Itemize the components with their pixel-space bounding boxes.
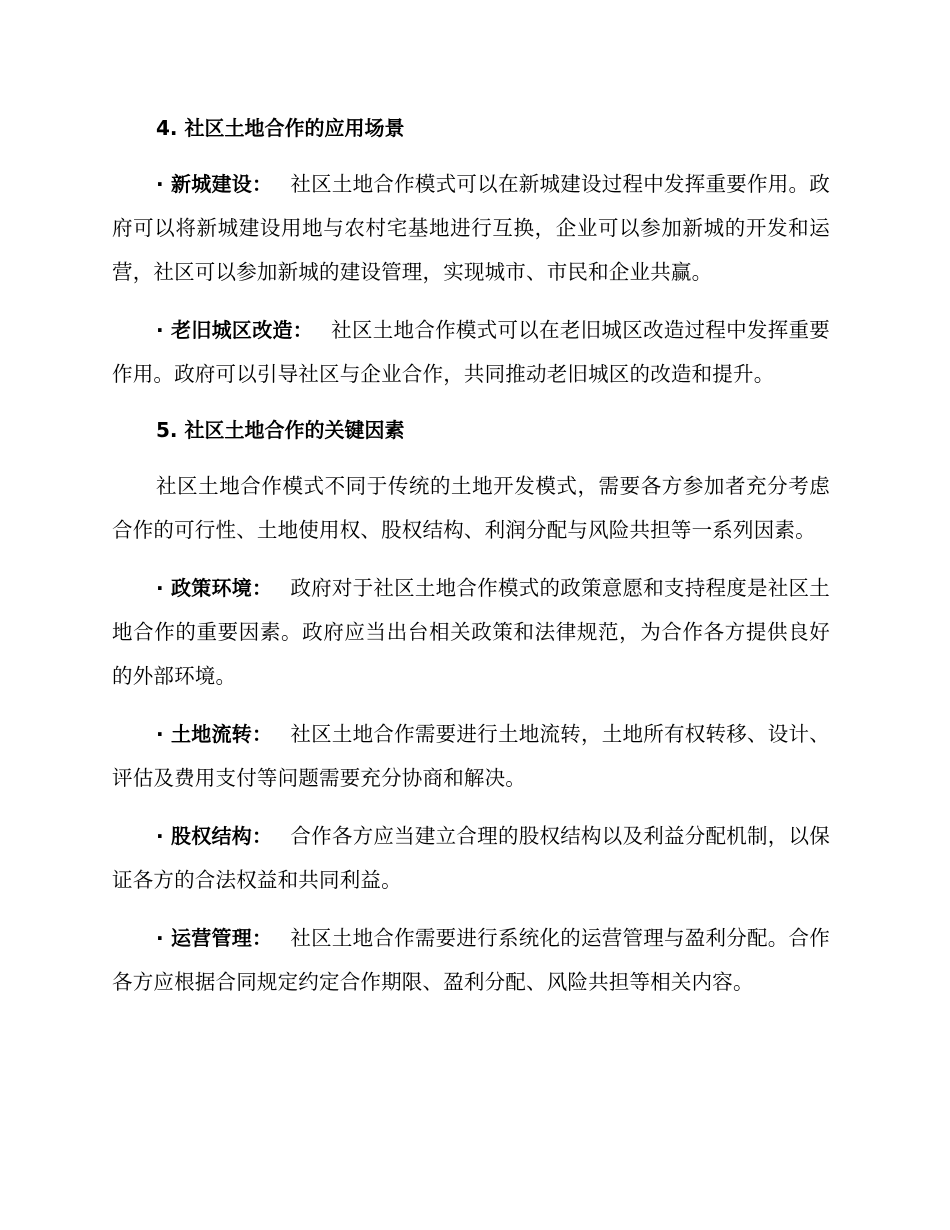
item-text: 政府对于社区土地合作模式的政策意愿和支持程度是社区土地合作的重要因素。政府应当出台相关政策和法律规范，为合作各方提供良好的外部环境。 xyxy=(112,576,830,688)
list-item-land-transfer xyxy=(112,712,830,800)
list-item-policy xyxy=(112,566,830,698)
list-item-old-district xyxy=(112,308,830,396)
list-item-new-city xyxy=(112,162,830,294)
intro-paragraph: 社区土地合作模式不同于传统的土地开发模式，需要各方参加者充分考虑合作的可行性、土地使用权、股权结构、利润分配与风险共担等一系列因素。 xyxy=(112,474,830,542)
item-label: · 运营管理： xyxy=(156,926,273,950)
item-label: · 新城建设： xyxy=(156,172,273,196)
item-label: · 老旧城区改造： xyxy=(156,318,314,342)
item-text: 社区土地合作模式可以在老旧城区改造过程中发挥重要作用。政府可以引导社区与企业合作，共同推动老旧城区的改造和提升。 xyxy=(112,318,830,386)
item-text: 社区土地合作模式可以在新城建设过程中发挥重要作用。政府可以将新城建设用地与农村宅基地进行互换，企业可以参加新城的开发和运营，社区可以参加新城的建设管理，实现城市、市民和企业共赢。 xyxy=(112,172,830,284)
document-page xyxy=(112,108,830,1018)
section-heading: 5. 社区土地合作的关键因素 xyxy=(156,418,405,442)
list-item-equity xyxy=(112,814,830,902)
item-text: 社区土地合作需要进行土地流转，土地所有权转移、设计、评估及费用支付等问题需要充分协商和解决。 xyxy=(112,722,830,790)
item-label: · 土地流转： xyxy=(156,722,273,746)
item-label: · 政策环境： xyxy=(156,576,273,600)
item-label: · 股权结构： xyxy=(156,824,273,848)
item-text: 社区土地合作需要进行系统化的运营管理与盈利分配。合作各方应根据合同规定约定合作期限、盈利分配、风险共担等相关内容。 xyxy=(112,926,830,994)
item-text: 合作各方应当建立合理的股权结构以及利益分配机制，以保证各方的合法权益和共同利益。 xyxy=(112,824,830,892)
list-item-operations xyxy=(112,916,830,1004)
section-heading: 4. 社区土地合作的应用场景 xyxy=(156,116,405,140)
